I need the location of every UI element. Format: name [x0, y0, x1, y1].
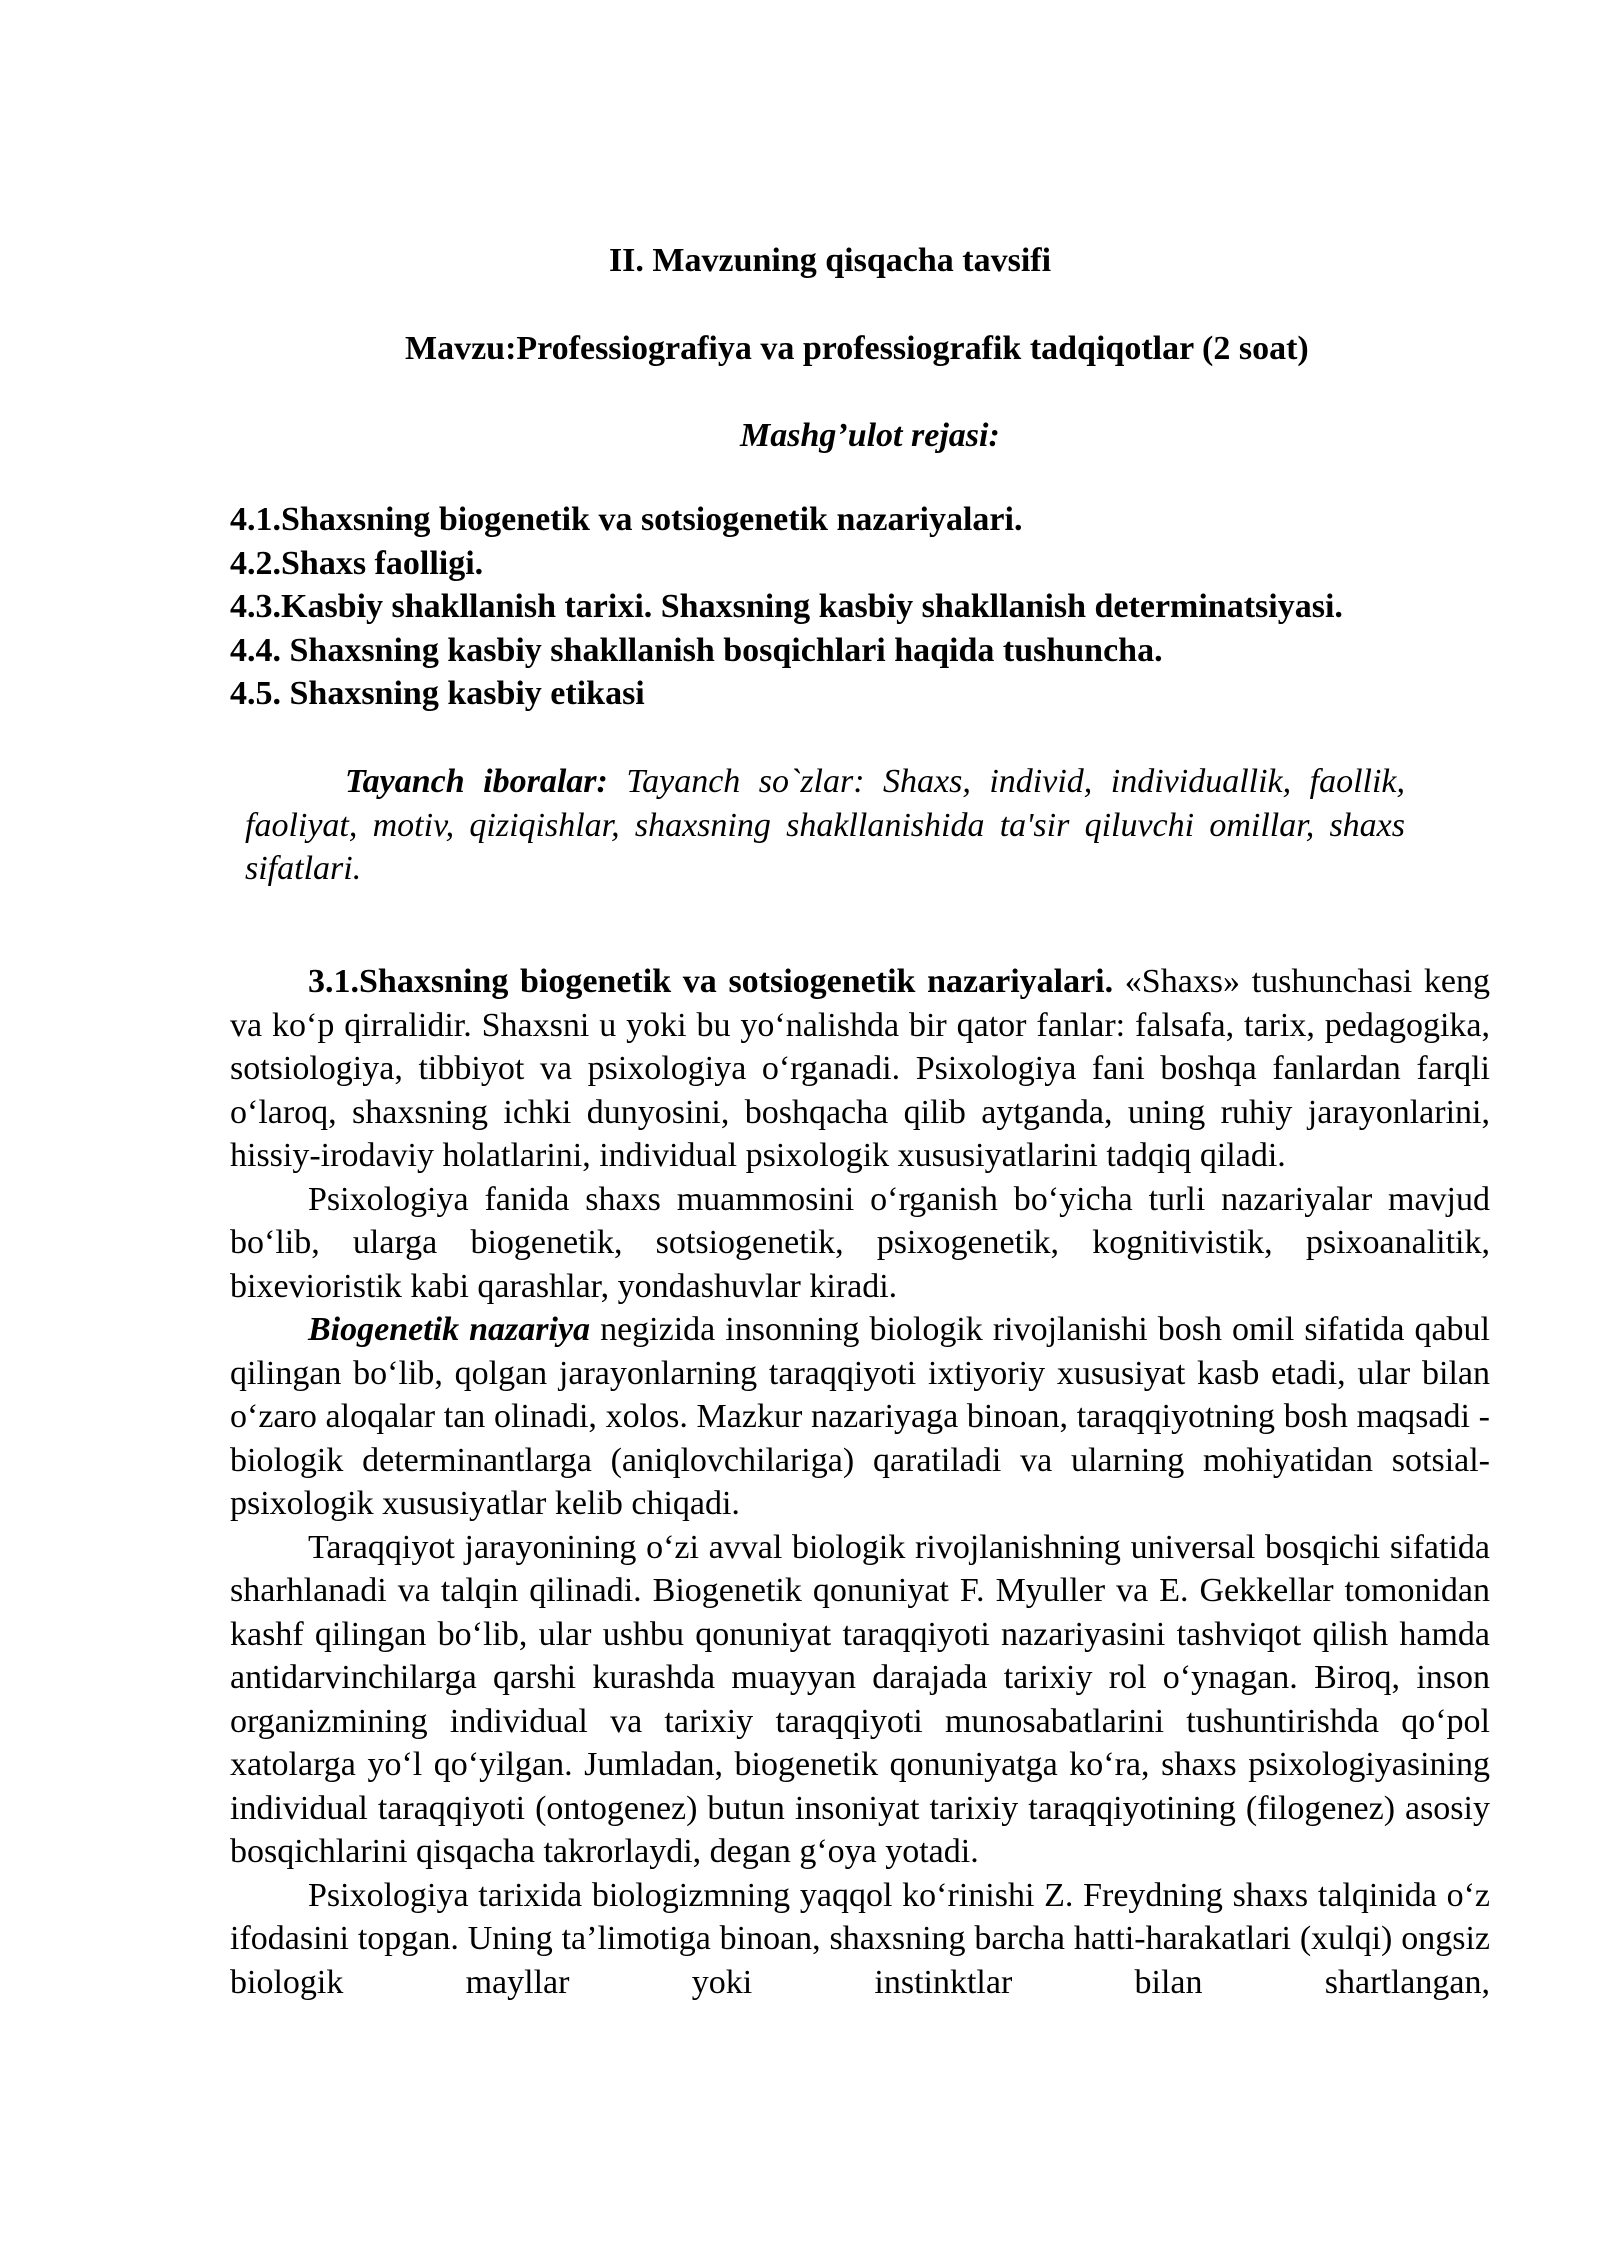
keywords-label: Tayanch iboralar: — [345, 763, 608, 800]
paragraph — [230, 1874, 1490, 2005]
keywords-text: Tayanch so`zlar: Shaxs, individ, individuallik, faollik, faoliyat, motiv, qiziqishlar, shaxsning shakllanishida ta'sir qiluvchi omillar, shaxs sifatlari. — [245, 763, 1406, 887]
topic-title: Mavzu:Professiografiya va professiografik tadqiqotlar (2 soat) — [405, 330, 1309, 367]
plan-list — [230, 498, 1343, 716]
plan-item: 4.1.Shaxsning biogenetik va sotsiogenetik nazariyalari. — [230, 501, 1023, 538]
plan-heading: Mashg’ulot rejasi: — [740, 417, 1000, 454]
paragraph-text: Psixologiya tarixida biologizmning yaqqol ko‘rinishi Z. Freydning shaxs talqinida o‘z ifodasini topgan. Uning ta’limotiga binoan, shaxsning barcha hatti-harakatlari (xulqi) ongsiz biologik mayllar yoki instinktlar bilan shartlangan, — [230, 1876, 1490, 2001]
paragraph — [230, 960, 1490, 1178]
plan-item: 4.3.Kasbiy shakllanish tarixi. Shaxsning kasbiy shakllanish determinatsiyasi. — [230, 588, 1343, 625]
term-highlight: Biogenetik nazariya — [308, 1311, 591, 1348]
section-title: II. Mavzuning qisqacha tavsifi — [608, 242, 1052, 279]
plan-item: 4.2.Shaxs faolligi. — [230, 544, 484, 582]
plan-item: 4.5. Shaxsning kasbiy etikasi — [230, 675, 645, 712]
paragraph — [230, 1308, 1490, 1526]
body-text — [230, 960, 1490, 2004]
paragraph-text: Taraqqiyot jarayonining o‘zi avval biologik rivojlanishning universal bosqichi sifatida sharhlanadi va talqin qilinadi. Biogenetik qonuniyat F. Myuller va E. Gekkellar tomonidan kashf qilingan bo‘lib, ular ushbu qonuniyat taraqqiyoti nazariyasini tashviqot qilish hamda antidarvinchilarga qarshi kurashda muayyan darajada tarixiy rol o‘ynagan. Biroq, inson organizmining individual va tarixiy taraqqiyoti munosabatlarini tushuntirishda qo‘pol xatolarga yo‘l qo‘yilgan. Jumladan, biogenetik qonuniyatga ko‘ra, shaxs psixologiyasining individual taraqqiyoti (ontogenez) butun insoniyat tarixiy taraqqiyotining (filogenez) asosiy bosqichlarini qisqacha takrorlaydi, degan g‘oya yotadi. — [230, 1528, 1490, 1870]
paragraph — [230, 1178, 1490, 1309]
plan-item: 4.4. Shaxsning kasbiy shakllanish bosqichlari haqida tushuncha. — [230, 631, 1163, 669]
paragraph-text: «Shaxs» tushunchasi keng va ko‘p qirralidir. Shaxsni u yoki bu yo‘nalishda bir qator fanlar: falsafa, tarix, pedagogika, sotsiologiya, tibbiyot va psixologiya o‘rganadi. Psixologiya fani boshqa fanlardan farqli o‘laroq, shaxsning ichki dunyosini, boshqacha qilib aytganda, uning ruhiy jarayonlarini, hissiy-irodaviy holatlarini, individual psixologik xususiyatlarini tadqiq qiladi. — [230, 963, 1491, 1174]
paragraph — [230, 1526, 1490, 1874]
paragraph-text: Psixologiya fanida shaxs muammosini o‘rganish bo‘yicha turli nazariyalar mavjud bo‘lib, ularga biogenetik, sotsiogenetik, psixogenetik, kognitivistik, psixoanalitik, bixevioristik kabi qarashlar, yondashuvlar kiradi. — [230, 1180, 1490, 1305]
keywords-block — [245, 760, 1405, 891]
section-heading-inline: 3.1.Shaxsning biogenetik va sotsiogenetik nazariyalari. — [308, 963, 1114, 1000]
paragraph-text: negizida insonning biologik rivojlanishi bosh omil sifatida qabul qilingan bo‘lib, qolgan jarayonlarning taraqqiyoti ixtiyoriy xususiyat kasb etadi, ular bilan o‘zaro aloqalar tan olinadi, xolos. Mazkur nazariyaga binoan, taraqqiyotning bosh maqsadi - biologik determinantlarga (aniqlovchilariga) qaratiladi va ularning mohiyatidan sotsial-psixologik xususiyatlar kelib chiqadi. — [230, 1311, 1490, 1522]
